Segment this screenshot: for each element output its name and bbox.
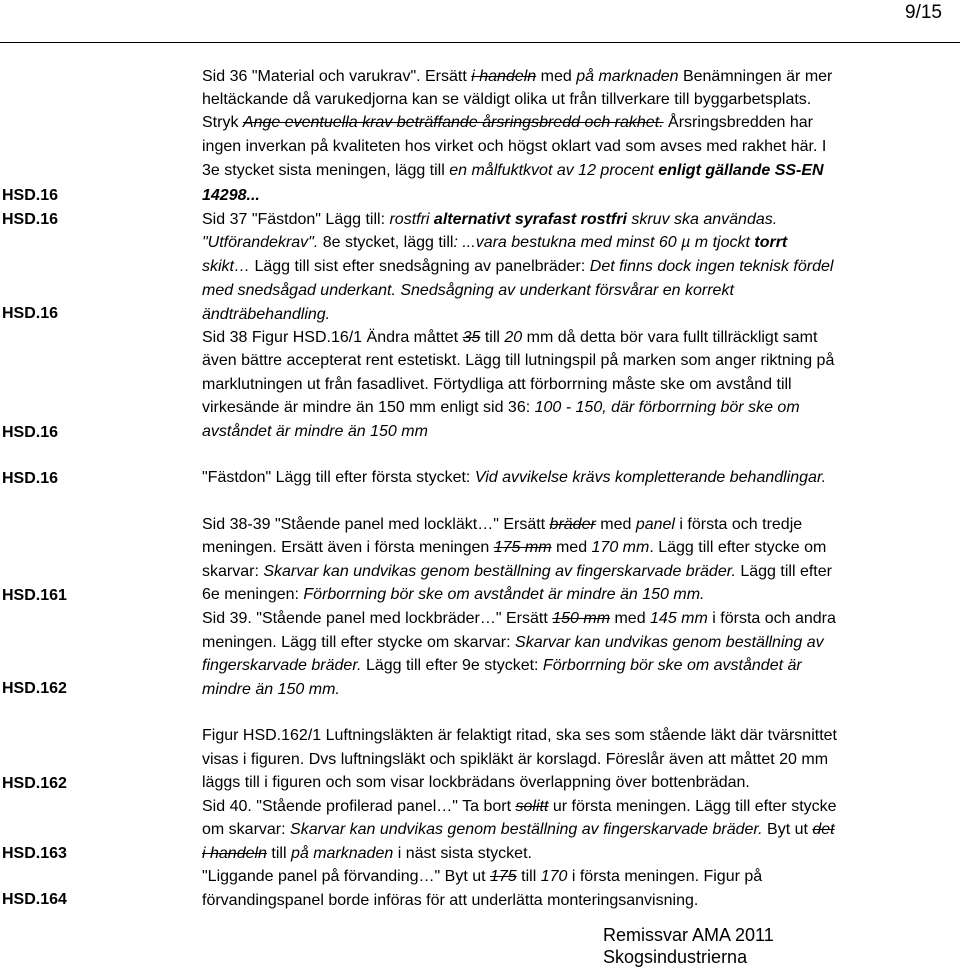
text-line: Figur HSD.162/1 Luftningsläkten är felaktigt ritad, ska ses som stående läkt där tvärsnittet: [202, 727, 837, 744]
text-line: fingerskarvade bräder. Lägg till efter 9e stycket: Förborrning bör ske om avståndet är: [202, 657, 802, 674]
margin-ref: HSD.164: [2, 891, 67, 908]
margin-ref: HSD.16: [2, 187, 59, 204]
text-line: skikt… Lägg till sist efter snedsågning av panelbräder: Det finns dock ingen teknisk fördel: [202, 258, 834, 275]
text-line: 14298...: [202, 187, 260, 204]
text-line: förvandingspanel borde införas för att underlätta monteringsanvisning.: [202, 892, 699, 909]
text-line: med snedsågad underkant. Snedsågning av underkant försvårar en korrekt: [202, 282, 734, 299]
text-line: ändträbehandling.: [202, 306, 331, 323]
margin-ref: HSD.16: [2, 211, 59, 228]
margin-ref: HSD.16: [2, 305, 59, 322]
text-line: avståndet är mindre än 150 mm: [202, 423, 428, 440]
text-line: i handeln till på marknaden i näst sista stycket.: [202, 845, 532, 862]
text-line: "Fästdon" Lägg till efter första stycket: Vid avvikelse krävs kompletterande behandlingar.: [202, 469, 827, 486]
text-line: läggs till i figuren och som visar lockbrädans överlappning över bottenbrädan.: [202, 774, 750, 791]
text-line: mindre än 150 mm.: [202, 681, 340, 698]
text-line: Sid 36 "Material och varukrav". Ersätt i handeln med på marknaden Benämningen är mer: [202, 68, 833, 85]
text-line: meningen. Ersätt även i första meningen 175 mm med 170 mm. Lägg till efter stycke om: [202, 539, 827, 556]
text-line: Sid 38-39 "Stående panel med lockläkt…" Ersätt bräder med panel i första och tredje: [202, 516, 803, 533]
text-line: "Liggande panel på förvanding…" Byt ut 175 till 170 i första meningen. Figur på: [202, 868, 763, 885]
header-rule: [0, 42, 960, 43]
text-line: 3e stycket sista meningen, lägg till en målfuktkvot av 12 procent enligt gällande SS-EN: [202, 162, 824, 179]
text-line: 6e meningen: Förborrning bör ske om avståndet är mindre än 150 mm.: [202, 586, 705, 603]
footer: [603, 924, 774, 968]
page-number: 9/15: [905, 2, 942, 23]
text-line: Sid 37 "Fästdon" Lägg till: rostfri alternativt syrafast rostfri skruv ska användas.: [202, 211, 778, 228]
text-line: om skarvar: Skarvar kan undvikas genom beställning av fingerskarvade bräder. Byt ut det: [202, 821, 835, 838]
margin-ref: HSD.162: [2, 775, 67, 792]
text-line: "Utförandekrav". 8e stycket, lägg till: ...vara bestukna med minst 60 µ m tjockt torrt: [202, 234, 788, 251]
text-line: ingen inverkan på kvaliteten hos virket och högst oklart vad som avses med rakhet här. I: [202, 138, 827, 155]
margin-ref: HSD.16: [2, 470, 59, 487]
text-line: Stryk Ange eventuella krav beträffande årsringsbredd och rakhet. Årsringsbredden har: [202, 114, 814, 131]
text-line: meningen. Lägg till efter stycke om skarvar: Skarvar kan undvikas genom beställning av: [202, 634, 824, 651]
text-line: Sid 38 Figur HSD.16/1 Ändra måttet 35 till 20 mm då detta bör vara fullt tillräckligt samt: [202, 329, 818, 346]
footer-line: Remissvar AMA 2011: [603, 925, 774, 945]
text-line: Sid 39. "Stående panel med lockbräder…" Ersätt 150 mm med 145 mm i första och andra: [202, 610, 836, 627]
text-line: skarvar: Skarvar kan undvikas genom beställning av fingerskarvade bräder. Lägg till efter: [202, 563, 832, 580]
margin-ref: HSD.162: [2, 680, 67, 697]
text-line: virkesände är mindre än 150 mm enligt sid 36: 100 - 150, där förborrning bör ske om: [202, 399, 800, 416]
text-line: även bättre accepterat rent estetiskt. Lägg till lutningspil på marken som anger riktning på: [202, 352, 835, 369]
margin-ref: HSD.16: [2, 424, 59, 441]
footer-line: Skogsindustrierna: [603, 947, 748, 967]
text-line: marklutningen ut från fasadlivet. Förtydliga att förborrning måste ske om avstånd till: [202, 376, 792, 393]
text-line: visas i figuren. Dvs luftningsläkt och spikläkt är korslagd. Föreslår även att måttet 20 mm: [202, 751, 829, 768]
margin-ref: HSD.161: [2, 587, 67, 604]
margin-ref: HSD.163: [2, 845, 67, 862]
text-line: heltäckande då varukedjorna kan se väldigt olika ut från tillverkare till byggarbetsplats.: [202, 91, 812, 108]
text-line: Sid 40. "Stående profilerad panel…" Ta bort solitt ur första meningen. Lägg till efter stycke: [202, 798, 837, 815]
